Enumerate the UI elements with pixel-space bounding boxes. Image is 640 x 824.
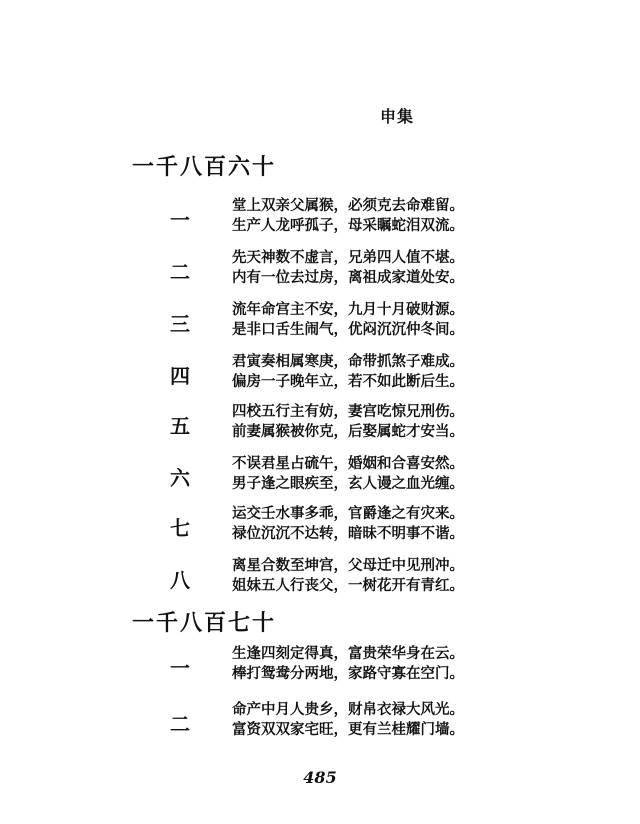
verse-line: 离星合数至坤宫，父母迁中见刑冲。 — [232, 557, 464, 574]
entry-number: 六 — [170, 466, 190, 490]
verse-line: 是非口舌生闹气，优闷沉沉仲冬间。 — [232, 321, 464, 338]
verse-entry — [0, 352, 640, 398]
verse-entry — [0, 556, 640, 602]
entry-number: 四 — [170, 364, 190, 388]
entry-number: 一 — [170, 208, 190, 232]
verse-line: 内有一位去过房，离祖成家道处安。 — [232, 269, 464, 286]
verse-line: 流年命宫主不安，九月十月破财源。 — [232, 301, 464, 318]
verse-line: 棒打鸳鸯分两地，家路守寡在空门。 — [232, 665, 464, 682]
entry-number: 七 — [170, 516, 190, 540]
verse-line: 先天神数不虚言，兄弟四人值不堪。 — [232, 249, 464, 266]
verse-entry — [0, 248, 640, 294]
entry-number: 八 — [170, 568, 190, 592]
entry-number: 五 — [170, 414, 190, 438]
verse-line: 禄位沉沉不达转，暗昧不明事不谐。 — [232, 525, 464, 542]
verse-line: 堂上双亲父属猴，必须克去命难留。 — [232, 197, 464, 214]
verse-line: 不误君星占硫午，婚姻和合喜安然。 — [232, 455, 464, 472]
section-title: 一千八百六十 — [132, 154, 277, 180]
verse-entry — [0, 454, 640, 500]
entry-number: 二 — [170, 712, 190, 736]
verse-entry — [0, 402, 640, 448]
verse-line: 生逢四刻定得真，富贵荣华身在云。 — [232, 645, 464, 662]
page-number: 485 — [303, 768, 337, 787]
entry-number: 三 — [170, 312, 190, 336]
verse-line: 富资双双家宅旺，更有兰桂耀门墙。 — [232, 721, 464, 738]
verse-entry — [0, 196, 640, 242]
verse-line: 男子逢之眼疾至，玄人谩之血光缠。 — [232, 475, 464, 492]
verse-line: 前妻属猴被你克，后娶属蛇才安当。 — [232, 423, 464, 440]
verse-line: 命产中月人贵乡，财帛衣禄大风光。 — [232, 701, 464, 718]
chapter-header: 申集 — [380, 107, 415, 126]
verse-line: 生产人龙呼孤子，母采瞩蛇泪双流。 — [232, 217, 464, 234]
entry-number: 一 — [170, 656, 190, 680]
verse-line: 姐妹五人行丧父，一树花开有青红。 — [232, 577, 464, 594]
verse-line: 君寅奏相属寒庚，命带抓煞子难成。 — [232, 353, 464, 370]
verse-line: 偏房一子晚年立，若不如此断后生。 — [232, 373, 464, 390]
section-title: 一千八百七十 — [132, 610, 277, 636]
verse-entry — [0, 700, 640, 746]
verse-line: 运交壬水事多乖，官爵逢之有灾来。 — [232, 505, 464, 522]
verse-entry — [0, 300, 640, 346]
entry-number: 二 — [170, 260, 190, 284]
verse-entry — [0, 644, 640, 690]
verse-entry — [0, 504, 640, 550]
verse-line: 四校五行主有妨，妻宫吃惊兄刑伤。 — [232, 403, 464, 420]
